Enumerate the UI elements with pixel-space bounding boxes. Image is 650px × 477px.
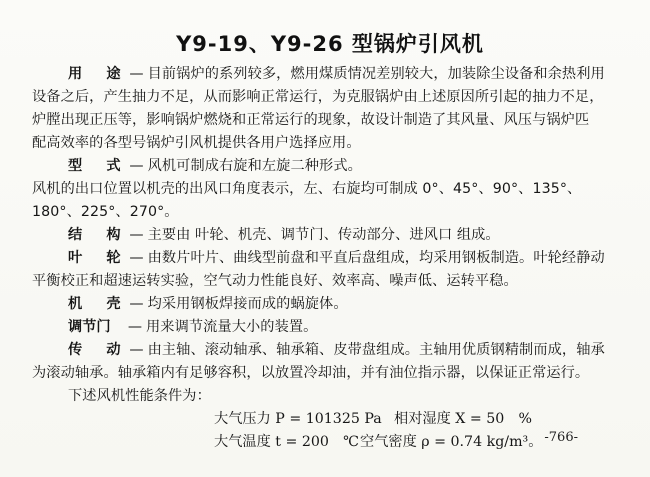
drive-text-1: 由主轴、滚动轴承、轴承箱、皮带盘组成。主轴用优质钢精制而成，轴承	[147, 342, 605, 358]
pressure-condition: 大气压力 P = 101325 Pa	[214, 411, 382, 427]
density-condition: 空气密度 ρ = 0.74 kg/m³。	[360, 434, 543, 450]
damper-dash: —	[127, 319, 143, 335]
structure-dash: —	[129, 227, 144, 243]
structure-text: 主要由 叶轮、机壳、调节门、传动部分、进风口 组成。	[147, 227, 500, 243]
type-label: 型 式	[68, 158, 126, 174]
casing-line	[68, 295, 348, 313]
usage-text-1: 目前锅炉的系列较多，燃用煤质情况差别较大，加装除尘设备和余热利用	[147, 66, 605, 82]
structure-label: 结 构	[68, 227, 126, 243]
structure-line	[68, 226, 500, 244]
performance-intro: 下述风机性能条件为：	[68, 388, 211, 404]
casing-text: 均采用钢板焊接而成的蜗旋体。	[147, 296, 348, 312]
drive-line-1	[68, 341, 605, 359]
usage-line-4: 配高效率的各型号锅炉引风机提供各用户选择应用。	[32, 135, 361, 151]
humidity-condition: 相对湿度 X = 50 %	[394, 411, 532, 427]
usage-line-2: 设备之后，产生抽力不足，从而影响正常运行，为克服锅炉由上述原因所引起的抽力不足，	[32, 89, 604, 105]
type-line-3: 180°、225°、270°。	[32, 204, 179, 220]
temperature-condition: 大气温度 t = 200 ℃	[214, 434, 360, 450]
usage-line-3: 炉膛出现正压等，影响锅炉燃烧和正常运行的现象，故设计制造了其风量、风压与锅炉匹	[32, 112, 590, 128]
usage-label: 用 途	[68, 66, 126, 82]
type-line-2: 风机的出口位置以机壳的出风口角度表示，左、右旋均可制成 0°、45°、90°、135°、	[32, 181, 582, 197]
casing-label: 机 壳	[68, 296, 126, 312]
usage-dash: —	[129, 66, 144, 82]
drive-label: 传 动	[68, 342, 126, 358]
casing-dash: —	[129, 296, 144, 312]
drive-line-2: 为滚动轴承。轴承箱内有足够容积，以放置冷却油，并有油位指示器，以保证正常运行。	[32, 365, 590, 381]
document-title: Y9-19、Y9-26 型锅炉引风机	[176, 32, 484, 56]
impeller-text-1: 由数片叶片、曲线型前盘和平直后盘组成，均采用钢板制造。叶轮经静动	[147, 250, 605, 266]
drive-dash: —	[129, 342, 144, 358]
damper-line	[68, 318, 317, 336]
impeller-dash: —	[129, 250, 144, 266]
type-text-1: 风机可制成右旋和左旋二种形式。	[147, 158, 362, 174]
page-number: -766-	[544, 430, 578, 445]
impeller-label: 叶 轮	[68, 250, 126, 266]
usage-line-1	[68, 65, 605, 83]
impeller-line-2: 平衡校正和超速运转实验，空气动力性能良好、效率高、噪声低、运转平稳。	[32, 273, 518, 289]
type-dash: —	[129, 158, 144, 174]
type-line-1	[68, 157, 362, 175]
impeller-line-1	[68, 249, 605, 267]
damper-label: 调节门	[68, 319, 111, 335]
damper-text: 用来调节流量大小的装置。	[146, 319, 318, 335]
